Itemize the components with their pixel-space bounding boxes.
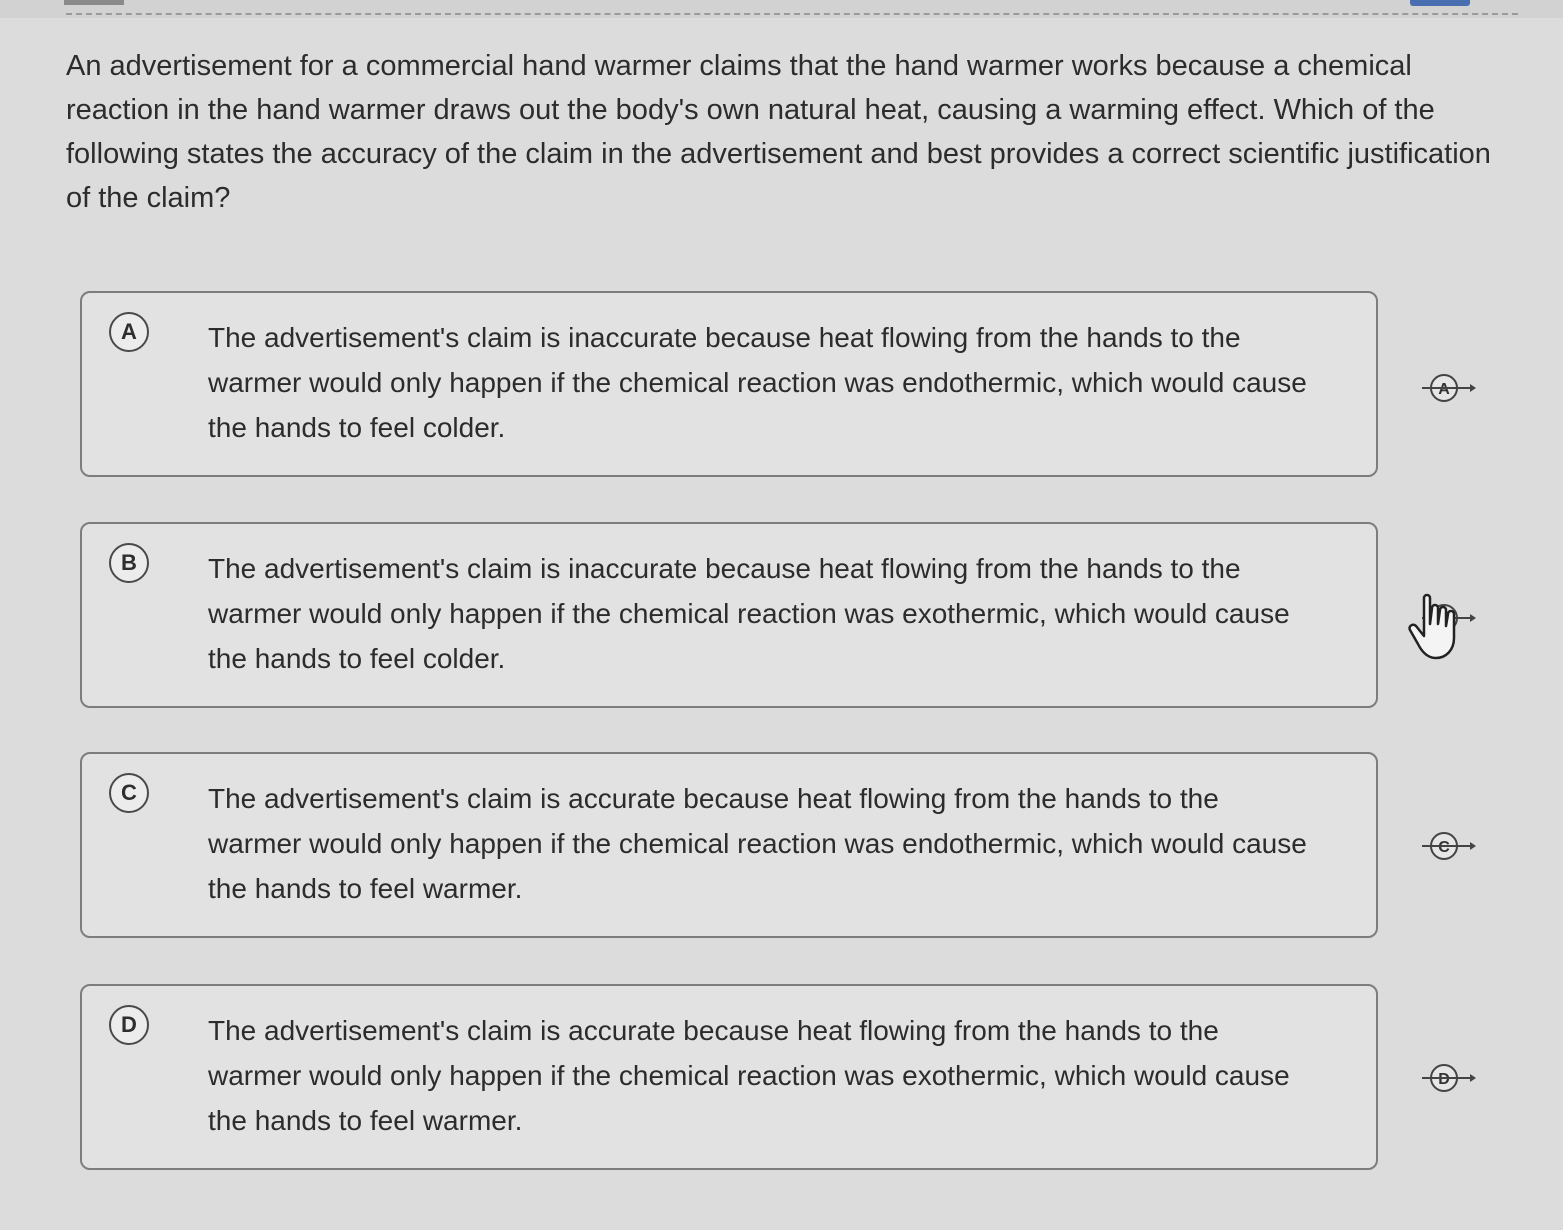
strikethrough-letter-icon xyxy=(1410,368,1478,408)
option-letter-badge-b: B xyxy=(109,543,149,583)
strikethrough-letter-icon xyxy=(1410,826,1478,866)
progress-dashes xyxy=(66,13,1518,15)
option-letter-badge-d: D xyxy=(109,1005,149,1045)
answer-option-a[interactable] xyxy=(80,291,1378,477)
strikethrough-letter-icon xyxy=(1410,1058,1478,1098)
top-toolbar-strip xyxy=(0,0,1563,18)
question-text: An advertisement for a commercial hand warmer claims that the hand warmer works because a chemical reaction in the hand warmer draws out the body's own natural heat, causing a warming effect. Which of the following states the accuracy of the claim in the advertisement and best provides a correct scientific justification of the claim? xyxy=(66,50,1491,214)
eliminate-option-c-button[interactable] xyxy=(1410,826,1478,866)
option-text-a: The advertisement's claim is inaccurate because heat flowing from the hands to the warmer would only happen if the chemical reaction was endothermic, which would cause the hands to feel colder. xyxy=(208,322,1307,443)
answer-option-b[interactable] xyxy=(80,522,1378,708)
eliminator-letter-a: A xyxy=(1438,381,1450,398)
option-text-b: The advertisement's claim is inaccurate because heat flowing from the hands to the warmer would only happen if the chemical reaction was exothermic, which would cause the hands to feel colder. xyxy=(208,553,1290,674)
option-text-d: The advertisement's claim is accurate because heat flowing from the hands to the warmer would only happen if the chemical reaction was exothermic, which would cause the hands to feel warmer. xyxy=(208,1015,1290,1136)
option-text-c: The advertisement's claim is accurate because heat flowing from the hands to the warmer would only happen if the chemical reaction was endothermic, which would cause the hands to feel warmer. xyxy=(208,783,1307,904)
option-letter-badge-c: C xyxy=(109,773,149,813)
answer-option-c[interactable] xyxy=(80,752,1378,938)
eliminator-letter-c: C xyxy=(1438,839,1450,856)
answer-option-d[interactable] xyxy=(80,984,1378,1170)
eliminate-option-d-button[interactable] xyxy=(1410,1058,1478,1098)
option-letter-badge-a: A xyxy=(109,312,149,352)
eliminate-option-a-button[interactable] xyxy=(1410,368,1478,408)
hand-pointer-icon xyxy=(1402,588,1482,668)
toolbar-right-marker xyxy=(1410,0,1470,6)
eliminator-letter-d: D xyxy=(1438,1071,1450,1088)
toolbar-left-marker xyxy=(64,0,124,5)
